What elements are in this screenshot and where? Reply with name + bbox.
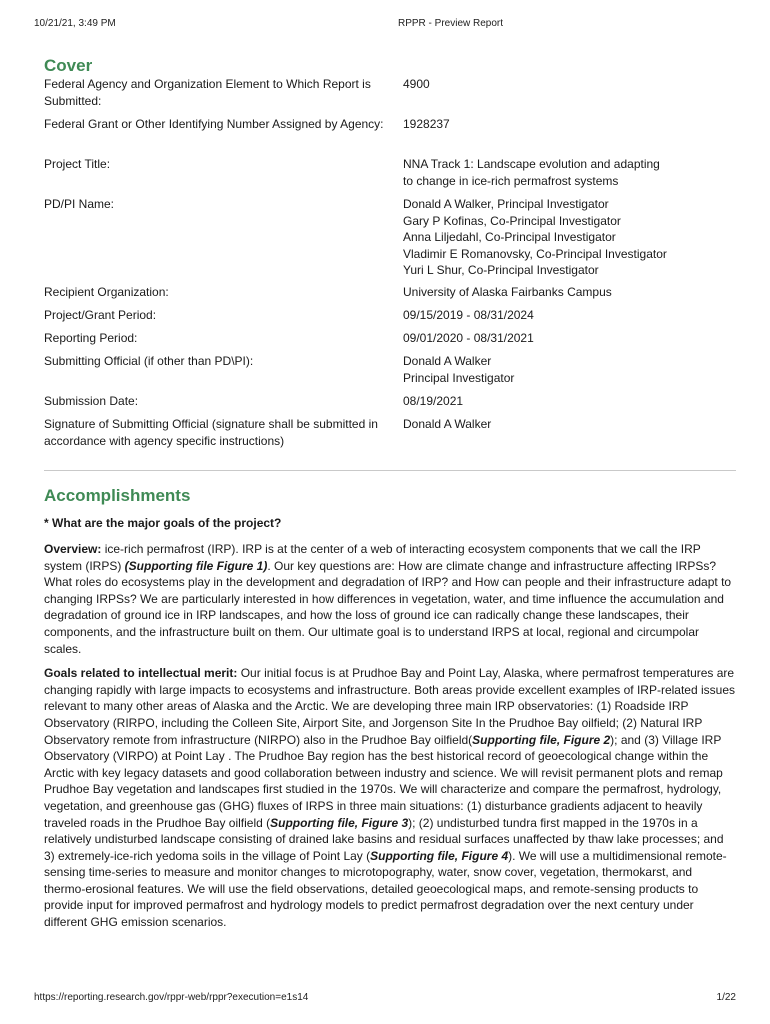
cover-value: Donald A Walker, Principal Investigator: [403, 197, 609, 211]
print-timestamp: 10/21/21, 3:49 PM: [34, 18, 116, 29]
cover-row-signature: [44, 416, 736, 452]
cover-value: Anna Liljedahl, Co-Principal Investigator: [403, 230, 616, 244]
cover-heading: Cover: [44, 56, 93, 75]
overview-text: ice-rich permafrost (IRP). IRP is at the center of a web of interacting ecosystem components that we call the IRP system (IRPS): [44, 542, 701, 573]
overview-text: . Our key questions are: How are climate change and infrastructure affecting IRPSs? What roles do ecosystems play in the development and degradation of IRP? and How can people and their infrastructure adapt to changing IRPSs? We are particularly interested in how differences in vegetation, water, and time influence the accumulation and degradation of ground ice in IRP landscapes, and how the loss of ground ice can radically change these landscapes, their components, and the infrastructure built on them. Our ultimate goal is to understand IRPS at local, regional and circumpolar scales.: [44, 558, 732, 656]
cover-row-reporting-period: [44, 330, 736, 353]
cover-label: Signature of Submitting Official (signature shall be submitted in accordance with agency specific instructions): [44, 417, 378, 448]
merit-text: ). We will use a multidimensional remote-sensing time-series to measure and monitor changes to microtopography, water, snow cover, vegetation, thermokarst, and thermo-erosional features. We will use the field observations, detailed geoecological maps, and remote-sensing products to provide input for improved permafrost and hydrology models to predict permafrost degradation over the next century under different GHG emission scenarios.: [44, 848, 727, 930]
cover-value: Gary P Kofinas, Co-Principal Investigator: [403, 213, 621, 228]
cover-value: 4900: [403, 77, 430, 91]
merit-text: ); (2) undisturbed tundra first mapped in the 1970s in a relatively undisturbed landscape consisting of drained lake basins and residual surfaces unaffected by thaw lake processes; and 3) extremely-ice-rich yedoma soils in the village of Point Lay (: [44, 815, 724, 863]
cover-value: to change in ice-rich permafrost systems: [403, 173, 619, 188]
section-divider: [44, 470, 736, 471]
cover-label: Submitting Official (if other than PD\PI):: [44, 354, 254, 368]
cover-value: 08/19/2021: [403, 394, 464, 408]
accomplishments-heading: Accomplishments: [44, 486, 191, 505]
cover-value: 09/15/2019 - 08/31/2024: [403, 308, 534, 322]
page-number: 1/22: [716, 992, 736, 1003]
cover-value: Principal Investigator: [403, 370, 515, 385]
figure-2-reference: Supporting file, Figure 2: [472, 732, 611, 747]
cover-label: Project/Grant Period:: [44, 308, 157, 322]
overview-paragraph: [44, 541, 736, 657]
cover-row-project-title: [44, 156, 736, 196]
cover-row-pi-name: [44, 196, 736, 284]
cover-value: University of Alaska Fairbanks Campus: [403, 285, 612, 299]
cover-row-recipient: [44, 284, 736, 307]
merit-text: ); and (3) Village IRP Observatory (VIRPO) at Point Lay . The Prudhoe Bay region has the best historical record of geoecological change within the Arctic with key legacy datasets and good collaboration between industry and science. We will revisit permanent plots and remap Prudhoe Bay vegetation and landscapes first studied in the 1970s. We will characterize and compare the permafrost, hydrology, vegetation, and greenhouse gas (GHG) fluxes of IRPS in three main situations: (1) disturbance gradients adjacent to heavily traveled roads in the Prudhoe Bay oilfield (: [44, 732, 723, 830]
cover-row-grant-number: [44, 116, 736, 156]
cover-value: 1928237: [403, 117, 450, 131]
cover-row-agency: [44, 76, 736, 116]
cover-value: Yuri L Shur, Co-Principal Investigator: [403, 263, 599, 277]
cover-label: Federal Agency and Organization Element to Which Report is Submitted:: [44, 77, 371, 108]
print-title: RPPR - Preview Report: [398, 18, 504, 29]
cover-row-submitting-official: [44, 353, 736, 393]
cover-value: 09/01/2020 - 08/31/2021: [403, 331, 534, 345]
cover-value: Vladimir E Romanovsky, Co-Principal Investigator: [403, 246, 667, 261]
cover-label: Reporting Period:: [44, 331, 138, 345]
merit-text: Our initial focus is at Prudhoe Bay and Point Lay, Alaska, where permafrost temperatures are changing rapidly with large impacts to ecosystems and infrastructure. Both areas provide excellent examples of IRP-related issues relevant to many other areas of Alaska and the Arctic. We are developing three main IRP observatories: (1) Roadside IRP Observatory (RIRPO, including the Colleen Site, Airport Site, and Jorgenson Site In the Prudhoe Bay oilfield; (2) Natural IRP Observatory remote from infrastructure (NIRPO) also in the Prudhoe Bay oilfield(: [44, 666, 736, 747]
cover-label: Federal Grant or Other Identifying Number Assigned by Agency:: [44, 117, 384, 131]
cover-value: NNA Track 1: Landscape evolution and adapting: [403, 157, 660, 171]
overview-lead: Overview:: [44, 542, 102, 556]
cover-row-submission-date: [44, 393, 736, 416]
cover-label: Submission Date:: [44, 394, 139, 408]
goals-question: * What are the major goals of the project?: [44, 516, 282, 530]
cover-table: [44, 76, 736, 452]
merit-lead: Goals related to intellectual merit:: [44, 666, 238, 681]
cover-label: PD/PI Name:: [44, 197, 115, 211]
accomplishments-section: [44, 486, 736, 931]
cover-label: Project Title:: [44, 157, 111, 171]
figure-3-reference: Supporting file, Figure 3: [270, 815, 409, 830]
cover-row-grant-period: [44, 307, 736, 330]
figure-4-reference: Supporting file, Figure 4: [370, 848, 509, 863]
figure-1-reference: (Supporting file Figure 1): [124, 558, 268, 573]
merit-paragraph: [44, 665, 736, 931]
cover-value: Donald A Walker: [403, 417, 492, 431]
cover-section: [44, 56, 736, 452]
cover-value: Donald A Walker: [403, 354, 492, 368]
cover-label: Recipient Organization:: [44, 285, 169, 299]
print-url: https://reporting.research.gov/rppr-web/rppr?execution=e1s14: [34, 992, 309, 1003]
